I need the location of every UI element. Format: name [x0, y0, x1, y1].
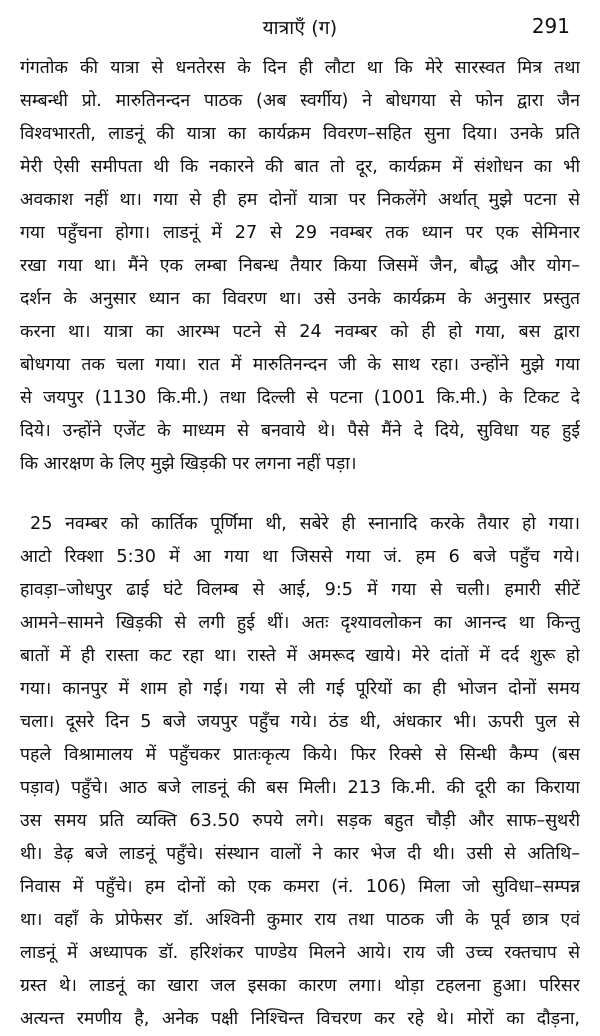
text-line: बातों में ही रास्ता कट रहा था। रास्ते में अमरूद खाये। मेरे दांतों में दर्द शुरू हो [20, 646, 580, 666]
text-line: गया। कानपुर में शाम हो गई। गया से ली गई पूरियों का ही भोजन दोनों समय [20, 679, 580, 699]
text-line: पड़ाव) पहुँचे। आठ बजे लाडनूं की बस मिली। 213 कि.मी. की दूरी का किराया [20, 778, 580, 798]
text-line: पहले विश्रामालय में पहुँचकर प्रातःकृत्य किये। फिर रिक्से से सिन्धी कैम्प (बस [20, 745, 580, 765]
text-line: बोधगया तक चला गया। रात में मारुतिनन्दन जी के साथ रहा। उन्होंने मुझे गया [20, 355, 580, 375]
text-line: आमने–सामने खिड़की से लगी हुई थीं। अतः दृश्यावलोकन का आनन्द था किन्तु [20, 613, 580, 633]
text-line: चला। दूसरे दिन 5 बजे जयपुर पहुँच गये। ठंड थी, अंधकार भी। ऊपरी पुल से [20, 712, 580, 732]
text-line: उस समय प्रति व्यक्ति 63.50 रुपये लगे। सड़क बहुत चौड़ी और साफ–सुथरी [20, 811, 580, 831]
text-line: दर्शन के अनुसार ध्यान का विवरण था। उसे उनके कार्यक्रम के अनुसार प्रस्तुत [20, 289, 580, 309]
text-line: करना था। यात्रा का आरम्भ पटने से 24 नवम्बर को ही हो गया, बस द्वारा [20, 322, 580, 342]
text-line: ग्रस्त थे। लाडनूं का खारा जल इसका कारण लगा। थोड़ा टहलना हुआ। परिसर [20, 976, 580, 996]
text-line: अवकाश नहीं था। गया से ही हम दोनों यात्रा पर निकलेंगे अर्थात् मुझे पटना से [20, 190, 580, 210]
paragraph-1 [20, 52, 580, 481]
text-line: आटो रिक्शा 5:30 में आ गया था जिससे गया जं. हम 6 बजे पहुँच गये। [20, 547, 580, 567]
text-line: सम्बन्धी प्रो. मारुतिनन्दन पाठक (अब स्वर्गीय) ने बोधगया से फोन द्वारा जैन [20, 91, 580, 111]
text-line: गया पहुँचना होगा। लाडनूं में 27 से 29 नवम्बर तक ध्यान पर एक सेमिनार [20, 223, 580, 243]
text-line: हावड़ा–जोधपुर ढाई घंटे विलम्ब से आई, 9:5 में गया से चली। हमारी सीटें [20, 580, 580, 600]
text-line: विश्वभारती, लाडनूं की यात्रा का कार्यक्रम विवरण–सहित सुना दिया। उनके प्रति [20, 124, 580, 144]
page-number: 291 [531, 14, 570, 38]
text-line: अत्यन्त रमणीय है, अनेक पक्षी निश्चिन्त विचरण कर रहे थे। मोरों का दौड़ना, [20, 1009, 580, 1029]
text-line: निवास में पहुँचे। हम दोनों को एक कमरा (नं. 106) मिला जो सुविधा–सम्पन्न [20, 877, 580, 897]
text-line: लाडनूं में अध्यापक डॉ. हरिशंकर पाण्डेय मिलने आये। राय जी उच्च रक्तचाप से [20, 943, 580, 963]
text-line: 25 नवम्बर को कार्तिक पूर्णिमा थी, सबेरे ही स्नानादि करके तैयार हो गया। [30, 514, 580, 534]
text-line: थी। डेढ़ बजे लाडनूं पहुँचे। संस्थान वालों ने कार भेज दी थी। उसी से अतिथि– [20, 844, 580, 864]
text-line: मेरी ऐसी समीपता थी कि नकारने की बात तो दूर, कार्यक्रम में संशोधन का भी [20, 157, 580, 177]
text-line: से जयपुर (1130 कि.मी.) तथा दिल्ली से पटना (1001 कि.मी.) के टिकट दे [20, 388, 580, 408]
text-line: था। वहाँ के प्रोफेसर डॉ. अश्विनी कुमार राय तथा पाठक जी के पूर्व छात्र एवं [20, 910, 580, 930]
text-line: गंगतोक की यात्रा से धनतेरस के दिन ही लौटा था कि मेरे सारस्वत मित्र तथा [20, 58, 580, 78]
running-header [30, 10, 570, 40]
chapter-title: यात्राएँ (ग) [262, 17, 338, 39]
body-text [20, 52, 580, 1036]
text-line: कि आरक्षण के लिए मुझे खिड़की पर लगना नहीं पड़ा। [20, 454, 357, 474]
paragraph-2 [20, 508, 580, 1036]
text-line: रखा गया था। मैंने एक लम्बा निबन्ध तैयार किया जिसमें जैन, बौद्ध और योग– [20, 256, 580, 276]
text-line: दिये। उन्होंने एजेंट के माध्यम से बनवाये थे। पैसे मैंने दे दिये, सुविधा यह हुई [20, 421, 580, 441]
